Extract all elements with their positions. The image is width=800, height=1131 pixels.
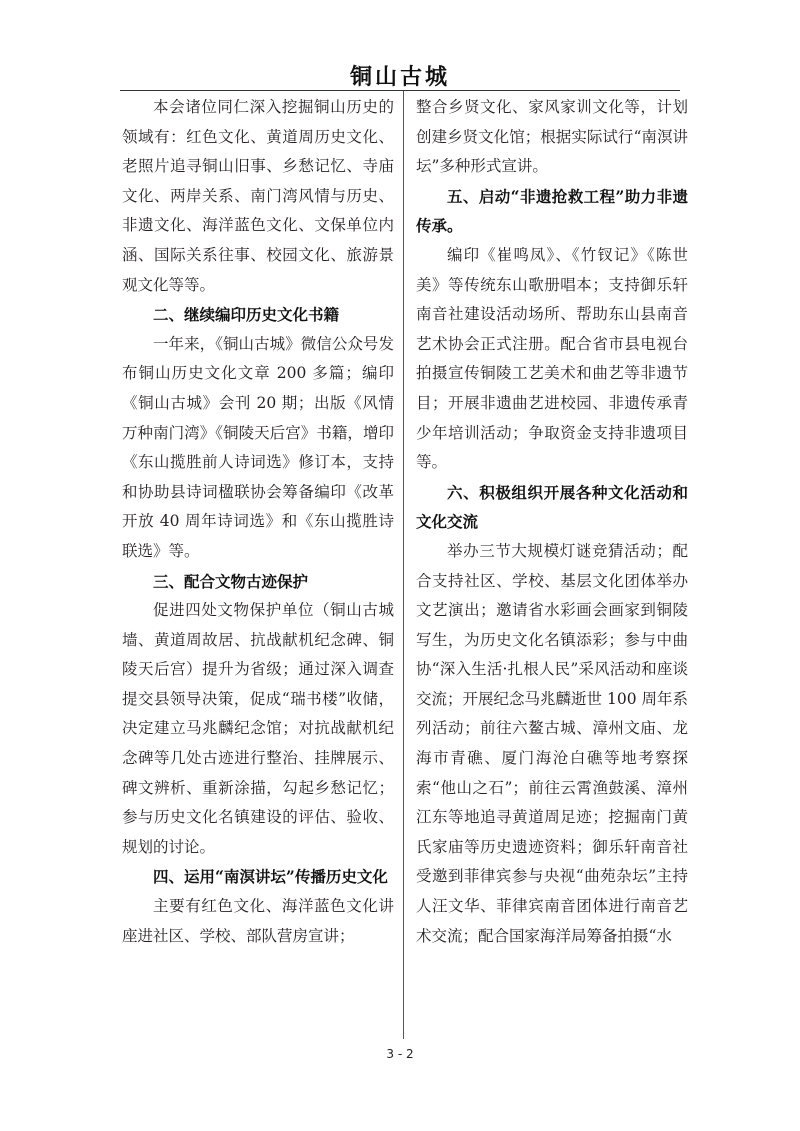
left-column (122, 93, 394, 951)
right-column (416, 93, 688, 951)
paragraph: 举办三节大规模灯谜竞猜活动；配合支持社区、学校、基层文化团体举办文艺演出；邀请省水彩画会画家到铜陵写生，为历史文化名镇添彩；参与中曲协“深入生活·扎根人民”采风活动和座谈交流；开展纪念马兆麟逝世 100 周年系列活动；前往六鳌古城、漳州文庙、龙海市青礁、厦门海沧白礁等地考察探索“他山之石”；前往云霄渔鼓溪、漳州江东等地追寻黄道周足迹；挖掘南门黄氏家庙等历史遗迹资料；御乐轩南音社受邀到菲律宾参与央视“曲苑杂坛”主持人汪文华、菲律宾南音团体进行南音艺术交流；配合国家海洋局筹备拍摄“水 (416, 541, 688, 945)
page-title: 铜山古城 (349, 64, 450, 90)
page-number: 3 - 2 (386, 1047, 414, 1061)
header-rule (120, 90, 680, 91)
section-heading-4: 四、运用“南溟讲坛”传播历史文化 (153, 867, 388, 887)
section-heading-2: 二、继续编印历史文化书籍 (153, 305, 340, 325)
section-heading-3: 三、配合文物古迹保护 (153, 571, 309, 591)
column-divider (403, 91, 404, 1039)
paragraph: 编印《崔鸣凤》、《竹钗记》《陈世美》等传统东山歌册唱本；支持御乐轩南音社建设活动场所、帮助东山县南音艺术协会正式注册。配合省市县电视台拍摄宣传铜陵工艺美术和曲艺等非遗节目；开展非遗曲艺进校园、非遗传承青少年培训活动；争取资金支持非遗项目等。 (416, 245, 688, 472)
section-heading-5: 五、启动“非遗抢救工程”助力非遗传承。 (416, 186, 688, 236)
paragraph-continued: 整合乡贤文化、家风家训文化等，计划创建乡贤文化馆；根据实际试行“南溟讲坛”多种形式宣讲。 (416, 98, 688, 176)
paragraph: 一年来，《铜山古城》微信公众号发布铜山历史文化文章 200 多篇；编印《铜山古城》会刊 20 期；出版《风情万种南门湾》《铜陵天后宫》书籍，增印《东山揽胜前人诗词选》修订本，支持和协助县诗词楹联协会筹备编印《改革开放 40 周年诗词选》和《东山揽胜诗联选》等。 (122, 334, 394, 560)
section-heading-6: 六、积极组织开展各种文化活动和文化交流 (416, 482, 688, 532)
paragraph: 促进四处文物保护单位（铜山古城墙、黄道周故居、抗战献机纪念碑、铜陵天后宫）提升为省级；通过深入调查提交县领导决策，促成“瑞书楼”收储，决定建立马兆麟纪念馆；对抗战献机纪念碑等几处古迹进行整治、挂牌展示、碑文辨析、重新涂描，勾起乡愁记忆；参与历史文化名镇建设的评估、验收、规划的讨论。 (122, 601, 394, 856)
paragraph: 主要有红色文化、海洋蓝色文化讲座进社区、学校、部队营房宣讲； (122, 897, 394, 945)
paragraph-continued: 本会诸位同仁深入挖掘铜山历史的领域有：红色文化、黄道周历史文化、老照片追寻铜山旧事、乡愁记忆、寺庙文化、两岸关系、南门湾风情与历史、非遗文化、海洋蓝色文化、文保单位内涵、国际关系往事、校园文化、旅游景观文化等等。 (122, 98, 394, 294)
